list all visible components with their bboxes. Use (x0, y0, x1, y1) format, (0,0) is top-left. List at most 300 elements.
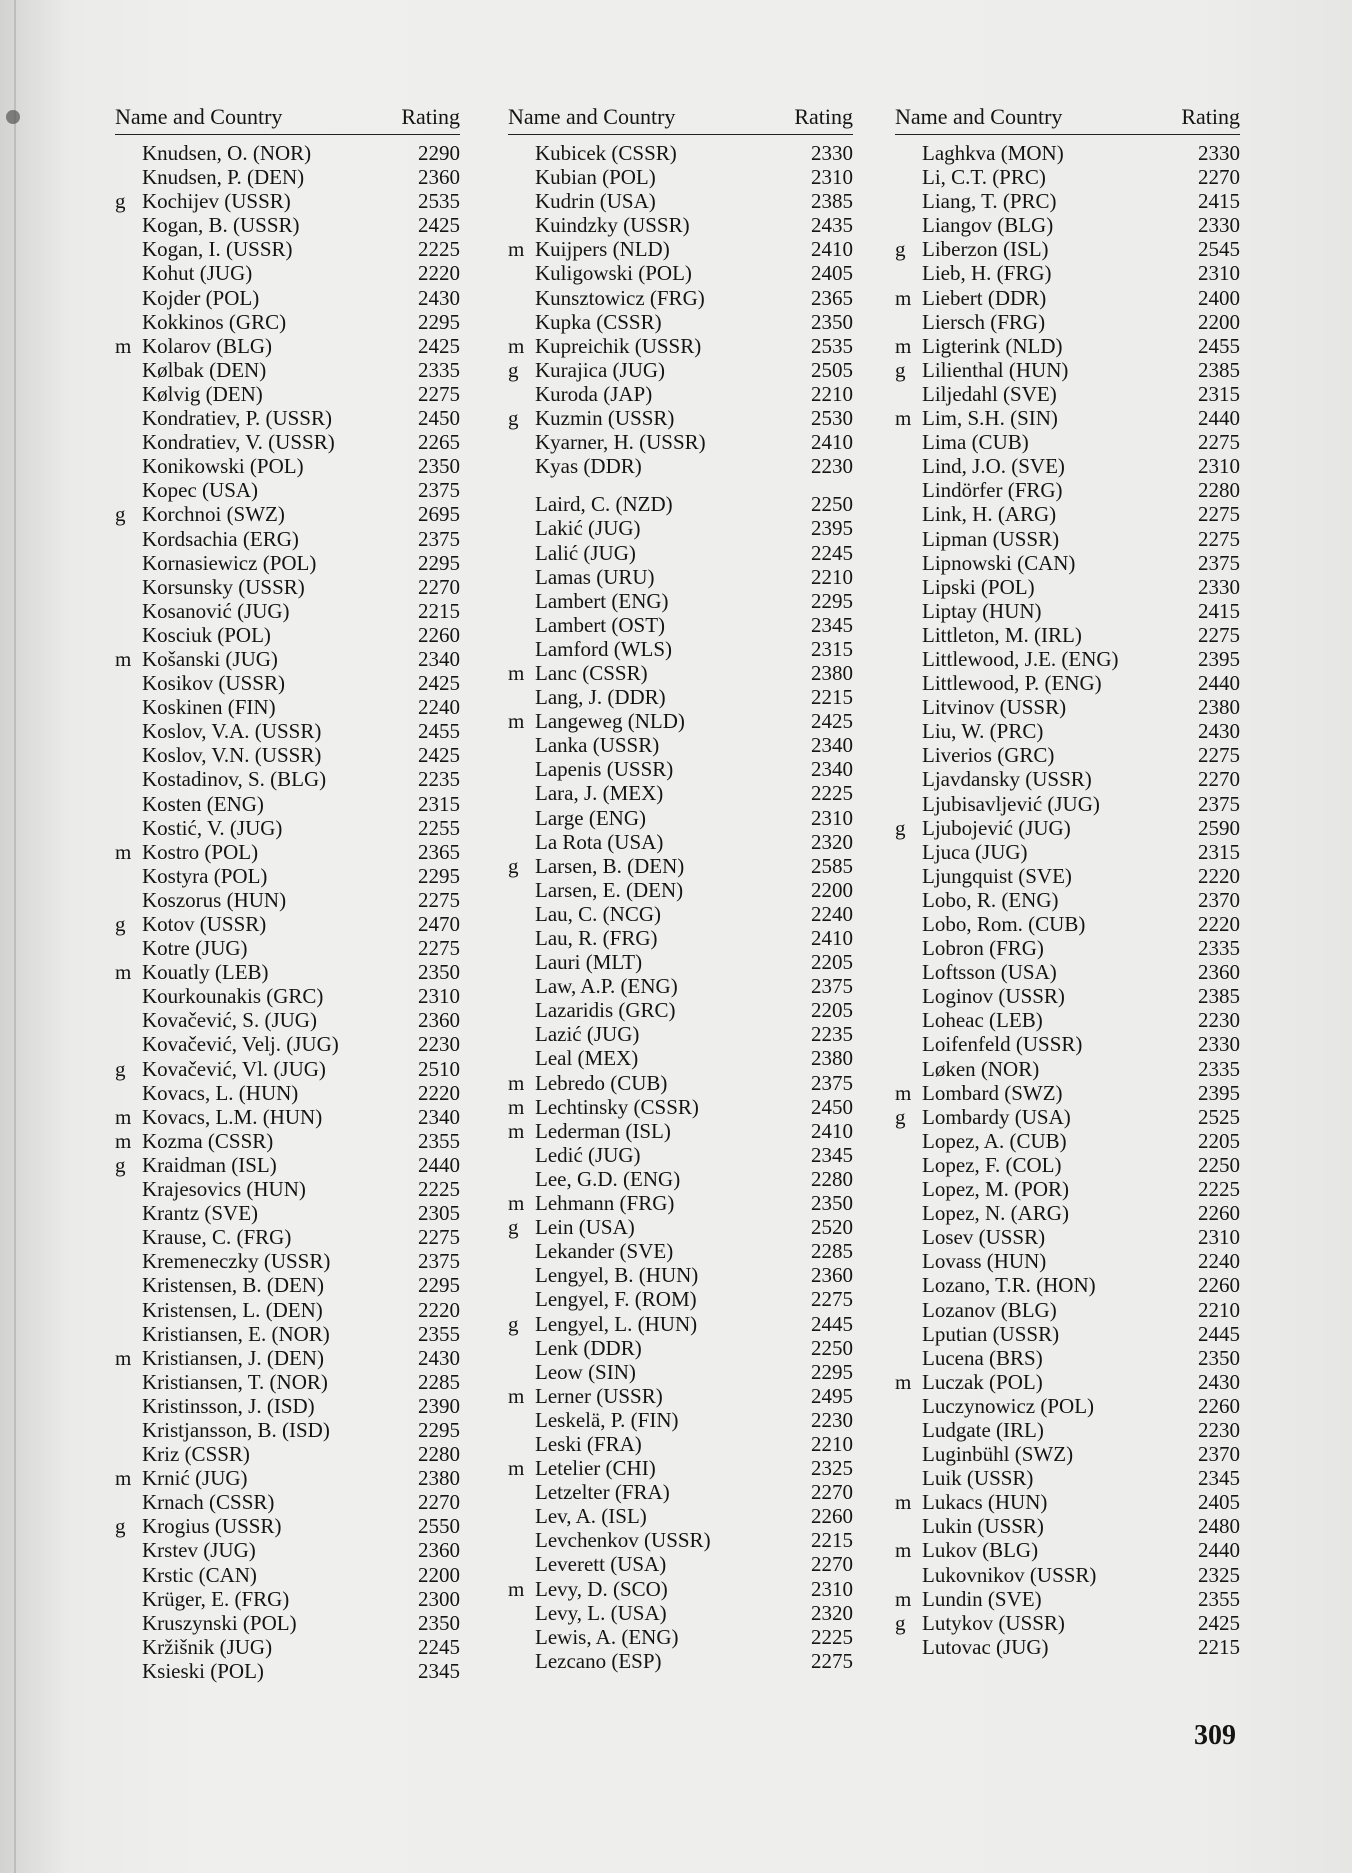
player-name-country: Kudrin (USA) (535, 189, 656, 214)
player-row (895, 840, 1240, 864)
player-rating: 2215 (418, 598, 460, 623)
title-marker (115, 623, 142, 647)
player-name-country: Ljubojević (JUG) (922, 815, 1071, 840)
player-name-country: Lehmann (FRG) (535, 1191, 675, 1216)
player-name-country: Larsen, E. (DEN) (535, 877, 684, 902)
title-marker (895, 527, 922, 551)
player-rating: 2370 (1198, 887, 1240, 912)
player-name-country: Kristensen, B. (DEN) (142, 1273, 324, 1298)
player-list (115, 141, 460, 1683)
title-marker (895, 695, 922, 719)
player-rating: 2230 (811, 454, 853, 479)
player-rating: 2300 (418, 1586, 460, 1611)
player-name-country: Lind, J.O. (SVE) (922, 454, 1065, 479)
title-marker (115, 286, 142, 310)
player-row (115, 743, 460, 767)
player-rating: 2395 (811, 516, 853, 541)
player-rating: 2430 (1198, 1369, 1240, 1394)
title-marker (508, 878, 535, 902)
player-name-country: Krnić (JUG) (142, 1466, 248, 1491)
title-marker (115, 213, 142, 237)
player-rating: 2345 (418, 1658, 460, 1683)
title-marker (895, 1177, 922, 1201)
player-name-country: Koslov, V.A. (USSR) (142, 719, 322, 744)
title-marker (895, 1298, 922, 1322)
player-rating: 2335 (1198, 1056, 1240, 1081)
title-marker: m (508, 709, 525, 734)
title-marker (895, 1273, 922, 1297)
player-rating: 2220 (1198, 863, 1240, 888)
player-rating: 2275 (1198, 526, 1240, 551)
player-row (115, 1201, 460, 1225)
player-row (115, 1032, 460, 1056)
player-row (508, 854, 853, 878)
player-name-country: Lukov (BLG) (922, 1538, 1039, 1563)
player-name-country: Knudsen, P. (DEN) (142, 165, 305, 190)
player-row (895, 1514, 1240, 1538)
player-row (895, 1322, 1240, 1346)
title-marker (508, 613, 535, 637)
player-rating: 2270 (418, 1490, 460, 1515)
rating-header: Rating (794, 104, 853, 129)
player-name-country: Korsunsky (USSR) (142, 574, 305, 599)
player-name-country: Kostadinov, S. (BLG) (142, 767, 327, 792)
title-marker (508, 213, 535, 237)
player-name-country: Kristiansen, T. (NOR) (142, 1369, 328, 1394)
title-marker (115, 1177, 142, 1201)
player-name-country: Levchenkov (USSR) (535, 1528, 711, 1553)
title-marker: g (508, 1215, 519, 1240)
title-marker: g (895, 1104, 906, 1129)
title-marker: g (508, 1311, 519, 1336)
player-rating: 2545 (1198, 237, 1240, 262)
player-row (895, 213, 1240, 237)
player-row (508, 382, 853, 406)
player-name-country: Kojder (POL) (142, 285, 260, 310)
player-rating: 2310 (811, 805, 853, 830)
player-row (895, 792, 1240, 816)
player-name-country: Luczynowicz (POL) (922, 1393, 1095, 1418)
title-marker (115, 430, 142, 454)
player-row (115, 478, 460, 502)
player-rating: 2230 (1198, 1008, 1240, 1033)
player-row (895, 864, 1240, 888)
title-marker (508, 541, 535, 565)
player-name-country: Lopez, N. (ARG) (922, 1201, 1069, 1226)
title-marker (895, 478, 922, 502)
player-name-country: Lputian (USSR) (922, 1321, 1060, 1346)
player-name-country: Kondratiev, P. (USSR) (142, 406, 332, 431)
player-row (508, 213, 853, 237)
title-marker (508, 806, 535, 830)
player-rating: 2430 (418, 285, 460, 310)
player-name-country: Losev (USSR) (922, 1225, 1046, 1250)
player-rating: 2320 (811, 829, 853, 854)
player-rating: 2360 (1198, 960, 1240, 985)
title-marker: m (115, 839, 132, 864)
player-name-country: Letelier (CHI) (535, 1456, 656, 1481)
player-row (895, 1635, 1240, 1659)
player-name-country: Kuijpers (NLD) (535, 237, 670, 262)
title-marker: m (115, 1466, 132, 1491)
player-name-country: Kozma (CSSR) (142, 1128, 274, 1153)
title-marker: m (895, 333, 912, 358)
player-name-country: Kriz (CSSR) (142, 1442, 250, 1467)
title-marker (508, 1360, 535, 1384)
player-name-country: Loftsson (USA) (922, 960, 1057, 985)
player-name-country: Kovacs, L.M. (HUN) (142, 1104, 323, 1129)
player-row (895, 406, 1240, 430)
player-row (895, 1418, 1240, 1442)
player-row (508, 661, 853, 685)
player-row (895, 647, 1240, 671)
title-marker (895, 165, 922, 189)
player-rating: 2285 (418, 1369, 460, 1394)
player-rating: 2345 (811, 1142, 853, 1167)
player-name-country: Levy, D. (SCO) (535, 1576, 668, 1601)
player-rating: 2325 (811, 1456, 853, 1481)
letter-group-gap (508, 478, 853, 492)
player-rating: 2315 (418, 791, 460, 816)
player-row (115, 1370, 460, 1394)
player-row (115, 406, 460, 430)
player-row (115, 936, 460, 960)
player-rating: 2375 (1198, 550, 1240, 575)
title-marker (895, 864, 922, 888)
title-marker (508, 1625, 535, 1649)
player-name-country: Krogius (USSR) (142, 1514, 282, 1539)
player-row (895, 599, 1240, 623)
title-marker (895, 767, 922, 791)
player-rating: 2425 (418, 743, 460, 768)
player-row (115, 1394, 460, 1418)
player-row (895, 743, 1240, 767)
title-marker (895, 599, 922, 623)
player-name-country: Ljubisavljević (JUG) (922, 791, 1100, 816)
player-row (508, 1215, 853, 1239)
player-rating: 2315 (1198, 381, 1240, 406)
player-row (508, 1239, 853, 1263)
page-number: 309 (1194, 1720, 1236, 1751)
title-marker: m (508, 1094, 525, 1119)
player-rating: 2425 (418, 213, 460, 238)
player-row (508, 334, 853, 358)
title-marker (508, 1046, 535, 1070)
player-row (895, 1129, 1240, 1153)
player-rating: 2315 (1198, 839, 1240, 864)
title-marker (895, 912, 922, 936)
staple-mark-icon (6, 110, 20, 124)
player-name-country: Kochijev (USSR) (142, 189, 291, 214)
player-name-country: Leverett (USA) (535, 1552, 667, 1577)
player-rating: 2275 (1198, 622, 1240, 647)
title-marker (115, 816, 142, 840)
player-rating: 2220 (418, 1080, 460, 1105)
player-row (115, 1514, 460, 1538)
player-rating: 2260 (418, 622, 460, 647)
player-row (895, 1563, 1240, 1587)
player-rating: 2495 (811, 1383, 853, 1408)
column-header (115, 96, 460, 135)
player-row (508, 1384, 853, 1408)
player-row (895, 719, 1240, 743)
player-rating: 2350 (811, 1191, 853, 1216)
player-rating: 2395 (1198, 1080, 1240, 1105)
title-marker: g (508, 853, 519, 878)
title-marker (508, 757, 535, 781)
player-name-country: Kristensen, L. (DEN) (142, 1297, 323, 1322)
title-marker (508, 1143, 535, 1167)
player-row (895, 695, 1240, 719)
player-row (508, 1601, 853, 1625)
title-marker: g (115, 502, 126, 527)
title-marker (508, 637, 535, 661)
player-row (115, 1611, 460, 1635)
player-rating: 2290 (418, 141, 460, 165)
player-name-country: Littlewood, J.E. (ENG) (922, 646, 1119, 671)
player-rating: 2275 (811, 1648, 853, 1673)
title-marker (115, 767, 142, 791)
player-row (895, 767, 1240, 791)
player-name-country: Kupreichik (USSR) (535, 333, 702, 358)
title-marker: g (115, 1152, 126, 1177)
player-rating: 2360 (418, 1008, 460, 1033)
title-marker (115, 1563, 142, 1587)
player-name-country: Kouatly (LEB) (142, 960, 269, 985)
title-marker (115, 237, 142, 261)
player-row (115, 695, 460, 719)
player-name-country: Lamas (URU) (535, 564, 655, 589)
player-rating: 2250 (811, 492, 853, 517)
player-name-country: Liang, T. (PRC) (922, 189, 1057, 214)
player-rating: 2225 (811, 781, 853, 806)
player-name-country: Lanc (CSSR) (535, 660, 648, 685)
player-rating: 2425 (811, 709, 853, 734)
title-marker (895, 382, 922, 406)
player-name-country: Kotov (USSR) (142, 912, 267, 936)
title-marker (508, 165, 535, 189)
title-marker: m (508, 1191, 525, 1216)
player-rating: 2340 (811, 733, 853, 758)
player-row (508, 237, 853, 261)
player-name-country: Kovačević, Velj. (JUG) (142, 1032, 339, 1057)
player-name-country: Løken (NOR) (922, 1056, 1040, 1081)
title-marker (115, 310, 142, 334)
player-name-country: Krause, C. (FRG) (142, 1225, 292, 1250)
player-name-country: Lovass (HUN) (922, 1249, 1047, 1274)
player-rating: 2310 (1198, 261, 1240, 286)
player-row (508, 189, 853, 213)
player-name-country: Kosten (ENG) (142, 791, 264, 816)
title-marker (508, 1601, 535, 1625)
player-rating: 2295 (418, 309, 460, 334)
player-row (508, 565, 853, 589)
player-name-country: Leskelä, P. (FIN) (535, 1407, 679, 1432)
player-rating: 2200 (811, 877, 853, 902)
title-marker (895, 1129, 922, 1153)
player-row (508, 1336, 853, 1360)
title-marker (895, 1201, 922, 1225)
player-rating: 2270 (811, 1552, 853, 1577)
player-row (508, 685, 853, 709)
player-rating: 2355 (418, 1321, 460, 1346)
player-rating: 2245 (811, 540, 853, 565)
player-name-country: Lobo, Rom. (CUB) (922, 912, 1086, 936)
player-row (115, 1298, 460, 1322)
title-marker: g (895, 815, 906, 840)
player-name-country: Lucena (BRS) (922, 1345, 1043, 1370)
player-row (115, 647, 460, 671)
player-rating: 2440 (1198, 671, 1240, 696)
player-row (895, 382, 1240, 406)
title-marker (508, 1528, 535, 1552)
title-marker (115, 888, 142, 912)
player-row (508, 1167, 853, 1191)
player-row (115, 430, 460, 454)
player-row (895, 1466, 1240, 1490)
player-name-country: Ksieski (POL) (142, 1658, 264, 1683)
title-marker (115, 358, 142, 382)
player-row (508, 1095, 853, 1119)
player-rating: 2360 (418, 1538, 460, 1563)
player-row (895, 478, 1240, 502)
player-name-country: Lopez, F. (COL) (922, 1152, 1062, 1177)
player-row (895, 1177, 1240, 1201)
player-name-country: Luginbühl (SWZ) (922, 1442, 1074, 1467)
title-marker: m (895, 1586, 912, 1611)
player-name-country: Lauri (MLT) (535, 950, 643, 975)
player-list (895, 141, 1240, 1659)
player-name-country: Kostro (POL) (142, 839, 259, 864)
player-row (895, 575, 1240, 599)
player-row (508, 358, 853, 382)
title-marker (895, 454, 922, 478)
player-row (895, 1490, 1240, 1514)
player-name-country: Levy, L. (USA) (535, 1600, 667, 1625)
player-row (115, 575, 460, 599)
player-row (115, 1177, 460, 1201)
player-rating: 2455 (418, 719, 460, 744)
player-name-country: Lundin (SVE) (922, 1586, 1042, 1611)
player-name-country: Lombard (SWZ) (922, 1080, 1063, 1105)
ratings-column-2 (508, 96, 853, 1673)
rating-header: Rating (401, 104, 460, 129)
player-rating: 2310 (811, 165, 853, 190)
player-rating: 2585 (811, 853, 853, 878)
title-marker (508, 261, 535, 285)
player-name-country: Ludgate (IRL) (922, 1417, 1044, 1442)
player-rating: 2415 (1198, 189, 1240, 214)
player-row (508, 165, 853, 189)
player-name-country: Leal (MEX) (535, 1046, 639, 1071)
player-rating: 2380 (1198, 695, 1240, 720)
title-marker (508, 1480, 535, 1504)
player-name-country: Kuroda (JAP) (535, 381, 653, 406)
player-row (115, 1225, 460, 1249)
player-rating: 2320 (811, 1600, 853, 1625)
player-name-country: Kyarner, H. (USSR) (535, 430, 706, 455)
player-name-country: Kovačević, Vl. (JUG) (142, 1056, 326, 1081)
title-marker (115, 1008, 142, 1032)
player-rating: 2210 (811, 1431, 853, 1456)
player-name-country: Lipski (POL) (922, 574, 1035, 599)
name-and-country-header: Name and Country (895, 104, 1063, 129)
player-rating: 2260 (1198, 1201, 1240, 1226)
player-row (115, 1249, 460, 1273)
player-rating: 2210 (1198, 1297, 1240, 1322)
player-name-country: Kraidman (ISL) (142, 1152, 277, 1177)
title-marker: m (895, 1490, 912, 1515)
player-row (895, 671, 1240, 695)
player-rating: 2225 (1198, 1177, 1240, 1202)
player-rating: 2375 (811, 1070, 853, 1095)
player-name-country: Lilienthal (HUN) (922, 357, 1069, 382)
player-rating: 2380 (418, 1466, 460, 1491)
player-rating: 2330 (1198, 1032, 1240, 1057)
player-name-country: Langeweg (NLD) (535, 709, 685, 734)
title-marker (895, 1032, 922, 1056)
player-name-country: Lederman (ISL) (535, 1118, 671, 1143)
title-marker (115, 527, 142, 551)
title-marker (895, 1153, 922, 1177)
rating-header: Rating (1181, 104, 1240, 129)
player-name-country: Lopez, M. (POR) (922, 1177, 1069, 1202)
player-name-country: Lukin (USSR) (922, 1514, 1044, 1539)
player-rating: 2310 (418, 984, 460, 1009)
title-marker (508, 382, 535, 406)
player-row (115, 310, 460, 334)
player-row (508, 806, 853, 830)
title-marker (508, 781, 535, 805)
player-row (895, 551, 1240, 575)
player-rating: 2250 (1198, 1152, 1240, 1177)
player-rating: 2215 (811, 1528, 853, 1553)
title-marker: m (508, 1576, 525, 1601)
title-marker (895, 743, 922, 767)
player-rating: 2425 (418, 671, 460, 696)
player-row (508, 757, 853, 781)
player-name-country: Leow (SIN) (535, 1359, 636, 1384)
title-marker (115, 1201, 142, 1225)
title-marker (895, 1249, 922, 1273)
player-name-country: Lalić (JUG) (535, 540, 636, 565)
player-rating: 2430 (418, 1345, 460, 1370)
title-marker (115, 406, 142, 430)
player-row (115, 382, 460, 406)
player-row (115, 261, 460, 285)
player-name-country: Lakić (JUG) (535, 516, 641, 541)
player-name-country: Kyas (DDR) (535, 454, 642, 479)
player-name-country: Ljavdansky (USSR) (922, 767, 1092, 792)
player-rating: 2230 (418, 1032, 460, 1057)
player-row (895, 1346, 1240, 1370)
player-row (508, 1119, 853, 1143)
player-rating: 2375 (418, 526, 460, 551)
title-marker: m (895, 1538, 912, 1563)
player-rating: 2390 (418, 1393, 460, 1418)
player-row (895, 1081, 1240, 1105)
title-marker (895, 1225, 922, 1249)
player-name-country: Kostić, V. (JUG) (142, 815, 283, 840)
title-marker (508, 998, 535, 1022)
title-marker (115, 792, 142, 816)
player-row (115, 213, 460, 237)
title-marker (895, 1635, 922, 1659)
player-rating: 2280 (811, 1166, 853, 1191)
player-name-country: Luczak (POL) (922, 1369, 1043, 1394)
title-marker: g (895, 1610, 906, 1635)
title-marker (115, 551, 142, 575)
